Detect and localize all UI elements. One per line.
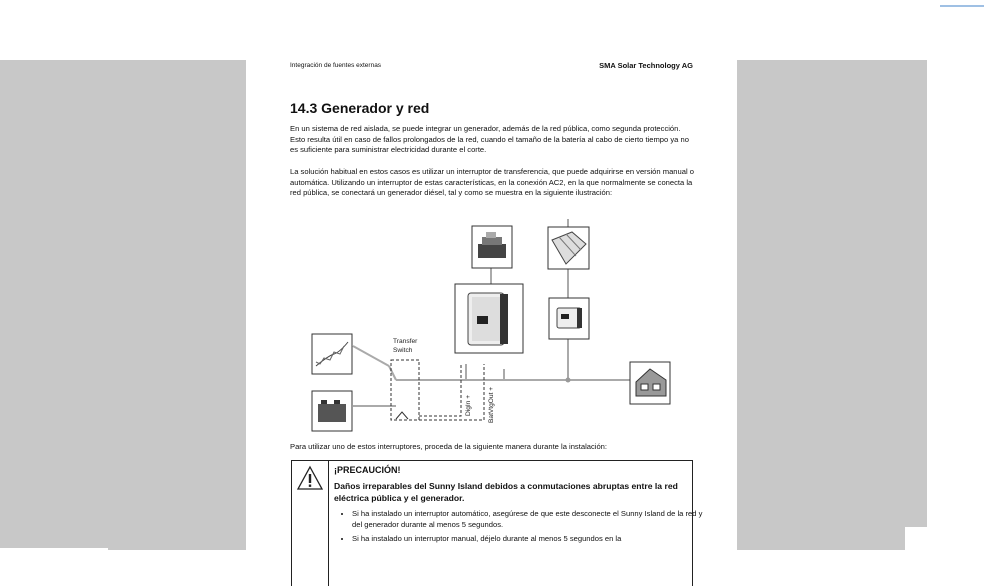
batvtgout-label: BatVtgOut + bbox=[488, 386, 495, 423]
viewer-background-right bbox=[737, 60, 927, 550]
transfer-switch-box bbox=[391, 360, 419, 420]
digin-line bbox=[419, 364, 461, 416]
running-header-right: SMA Solar Technology AG bbox=[599, 61, 693, 70]
viewer-gap-right bbox=[905, 527, 1000, 587]
paragraph-install-steps: Para utilizar uno de estos interruptores, proceda de la siguiente manera durante la instalación: bbox=[290, 442, 608, 451]
system-diagram bbox=[246, 44, 737, 444]
paragraph-transfer-switch: La solución habitual en estos casos es utilizar un interruptor de transferencia, que puede adquirirse en versión manual o automática. Utilizando un interruptor de estas características, en la conexión AC2, en la que normalmente se conecta la red pública, se conectará un generador diésel, tal y como se muestra en la siguiente ilustración: bbox=[290, 167, 694, 198]
caution-box bbox=[291, 460, 703, 586]
caution-list bbox=[334, 509, 704, 549]
viewer-background-left bbox=[0, 60, 246, 550]
caution-title: ¡PRECAUCIÓN! bbox=[334, 465, 401, 475]
solar-panel-icon bbox=[548, 227, 589, 269]
junction-dot bbox=[566, 378, 571, 383]
sunny-boy-inverter-icon bbox=[549, 298, 589, 339]
batvtgout-line bbox=[419, 364, 484, 420]
warning-triangle-icon bbox=[296, 465, 324, 491]
paragraph-intro: En un sistema de red aislada, se puede integrar un generador, además de la red pública, como segunda protección. Esto resulta útil en caso de fallos prolongados de la red, cuando el tamaño de la batería al cabo de cierto tiempo ya no es suficiente para suministrar electricidad durante el corte. bbox=[290, 124, 689, 155]
sunny-island-inverter-icon bbox=[455, 284, 523, 353]
document-page bbox=[246, 44, 737, 586]
caution-divider bbox=[328, 461, 329, 586]
transfer-label-2: Switch bbox=[393, 347, 413, 354]
digin-label: DigIn + bbox=[465, 394, 472, 416]
diesel-generator-icon bbox=[472, 226, 512, 268]
caution-item: • Si ha instalado un interruptor manual, déjelo durante al menos 5 segundos en la bbox=[352, 534, 704, 545]
caution-item: • Si ha instalado un interruptor automático, asegúrese de que este desconecte el Sunny Island de la red y del generador durante al menos 5 segundos. bbox=[352, 509, 704, 530]
caution-heading: Daños irreparables del Sunny Island debidos a conmutaciones abruptas entre la red eléctrica pública y el generador. bbox=[334, 481, 678, 503]
transfer-label-1: Transfer bbox=[393, 338, 418, 345]
grid-icon bbox=[312, 334, 352, 374]
house-icon bbox=[630, 362, 670, 404]
switch-contact bbox=[396, 412, 408, 419]
viewer-gap-left bbox=[0, 548, 108, 588]
section-title: 14.3 Generador y red bbox=[290, 100, 430, 116]
running-header-left: Integración de fuentes externas bbox=[290, 62, 382, 69]
corner-indicator bbox=[940, 5, 984, 7]
battery-icon bbox=[312, 391, 352, 431]
